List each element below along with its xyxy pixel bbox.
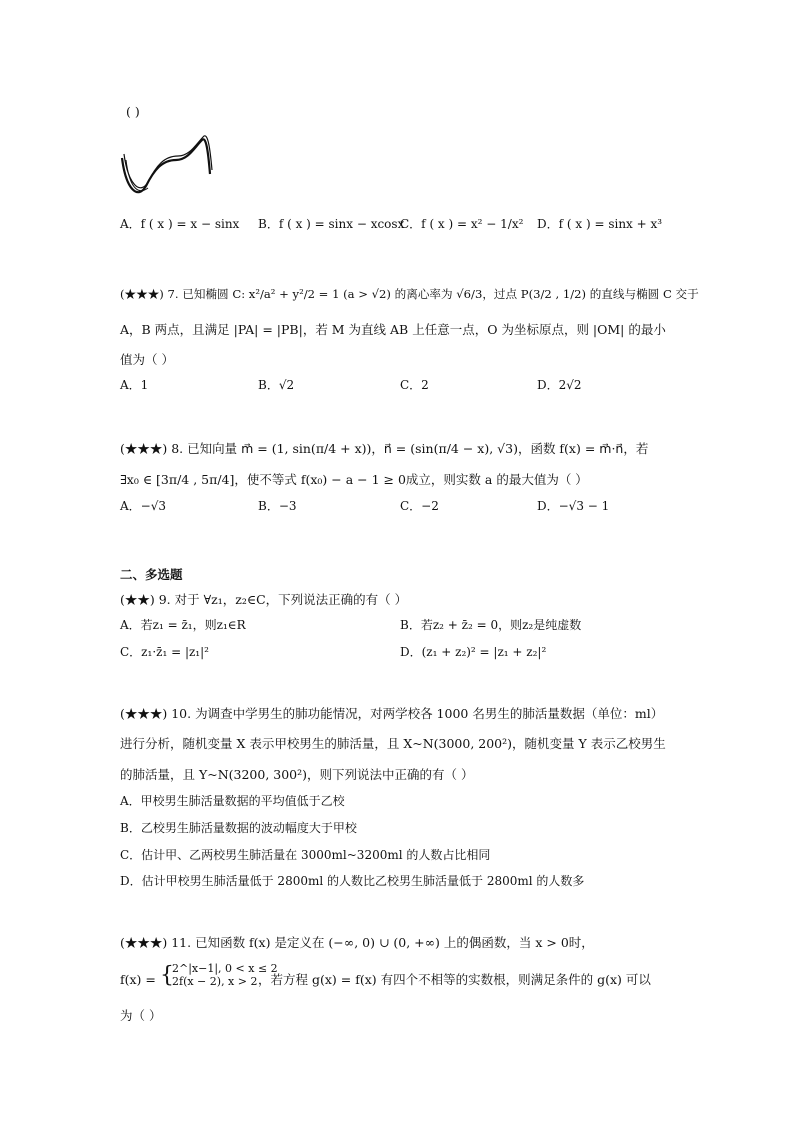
q8-option-b[interactable]: B．−3 <box>258 499 297 513</box>
q7-option-a[interactable]: A．1 <box>120 378 149 392</box>
q7-stem-line2: A，B 两点，且满足 |PA| = |PB|，若 M 为直线 AB 上任意一点，O 为坐标原点，则 |OM| 的最小 <box>120 322 666 337</box>
q6-option-c[interactable]: C．f ( x ) = x² − 1/x² <box>400 217 524 231</box>
q11-brace-icon: { <box>160 963 174 988</box>
q10-option-c[interactable]: C．估计甲、乙两校男生肺活量在 3000ml~3200ml 的人数占比相同 <box>120 848 491 862</box>
q9-option-c[interactable]: C．z₁·z̄₁ = |z₁|² <box>120 645 209 659</box>
q7-option-d[interactable]: D．2√2 <box>537 378 582 392</box>
q9-option-d[interactable]: D．(z₁ + z₂)² = |z₁ + z₂|² <box>400 645 547 659</box>
q11-stem-line1: (★★★) 11. 已知函数 f(x) 是定义在 (−∞, 0) ∪ (0, +∞) 上的偶函数，当 x > 0时， <box>120 935 594 950</box>
q10-stem-line3: 的肺活量，且 Y~N(3200, 300²)，则下列说法中正确的有（ ） <box>120 767 474 782</box>
q6-answer-paren: ( ) <box>126 104 140 119</box>
q11-piece-2: 2f(x − 2), x > 2 <box>172 975 258 988</box>
section-title-multiple-choice: 二、多选题 <box>120 567 183 582</box>
q10-stem-line2: 进行分析，随机变量 X 表示甲校男生的肺活量，且 X~N(3000, 200²)，随机变量 Y 表示乙校男生 <box>120 736 666 751</box>
q9-option-a[interactable]: A．若z₁ = z̄₁，则z₁∈R <box>120 618 246 632</box>
q7-stem-line3: 值为（ ） <box>120 352 174 367</box>
q6-function-graph <box>118 130 218 202</box>
q11-stem-line2: ，若方程 g(x) = f(x) 有四个不相等的实数根，则满足条件的 g(x) 可以 <box>258 972 651 987</box>
q11-piece-1: 2^|x−1|, 0 < x ≤ 2 <box>172 962 278 975</box>
q6-option-b[interactable]: B．f ( x ) = sinx − xcosx <box>258 217 405 231</box>
q8-stem-line1: (★★★) 8. 已知向量 m⃗ = (1, sin(π/4 + x))，n⃗ = (sin(π/4 − x), √3)，函数 f(x) = m⃗·n⃗，若 <box>120 441 649 456</box>
q11-lhs: f(x) = <box>120 972 156 987</box>
q9-option-b[interactable]: B．若z₂ + z̄₂ = 0，则z₂是纯虚数 <box>400 618 582 632</box>
q9-stem: (★★) 9. 对于 ∀z₁，z₂∈C，下列说法正确的有（ ） <box>120 592 408 607</box>
q8-option-d[interactable]: D．−√3 − 1 <box>537 499 610 513</box>
q8-stem-line2: ∃x₀ ∈ [3π/4 , 5π/4]，使不等式 f(x₀) − a − 1 ≥ 0成立，则实数 a 的最大值为（ ） <box>120 472 588 487</box>
q6-option-d[interactable]: D．f ( x ) = sinx + x³ <box>537 217 663 231</box>
q10-option-a[interactable]: A．甲校男生肺活量数据的平均值低于乙校 <box>120 794 345 808</box>
q7-option-b[interactable]: B．√2 <box>258 378 295 392</box>
q7-option-c[interactable]: C．2 <box>400 378 429 392</box>
q6-option-a[interactable]: A．f ( x ) = x − sinx <box>120 217 240 231</box>
q10-option-b[interactable]: B．乙校男生肺活量数据的波动幅度大于甲校 <box>120 821 357 835</box>
q8-option-c[interactable]: C．−2 <box>400 499 439 513</box>
q8-option-a[interactable]: A．−√3 <box>120 499 167 513</box>
q10-option-d[interactable]: D．估计甲校男生肺活量低于 2800ml 的人数比乙校男生肺活量低于 2800ml 的人数多 <box>120 874 585 888</box>
q10-stem-line1: (★★★) 10. 为调查中学男生的肺功能情况，对两学校各 1000 名男生的肺活量数据（单位：ml） <box>120 706 664 721</box>
q11-stem-line3: 为（ ） <box>120 1008 162 1023</box>
q7-stem-line1: (★★★) 7. 已知椭圆 C: x²/a² + y²/2 = 1 (a > √2) 的离心率为 √6/3，过点 P(3/2 , 1/2) 的直线与椭圆 C 交于 <box>120 287 699 301</box>
